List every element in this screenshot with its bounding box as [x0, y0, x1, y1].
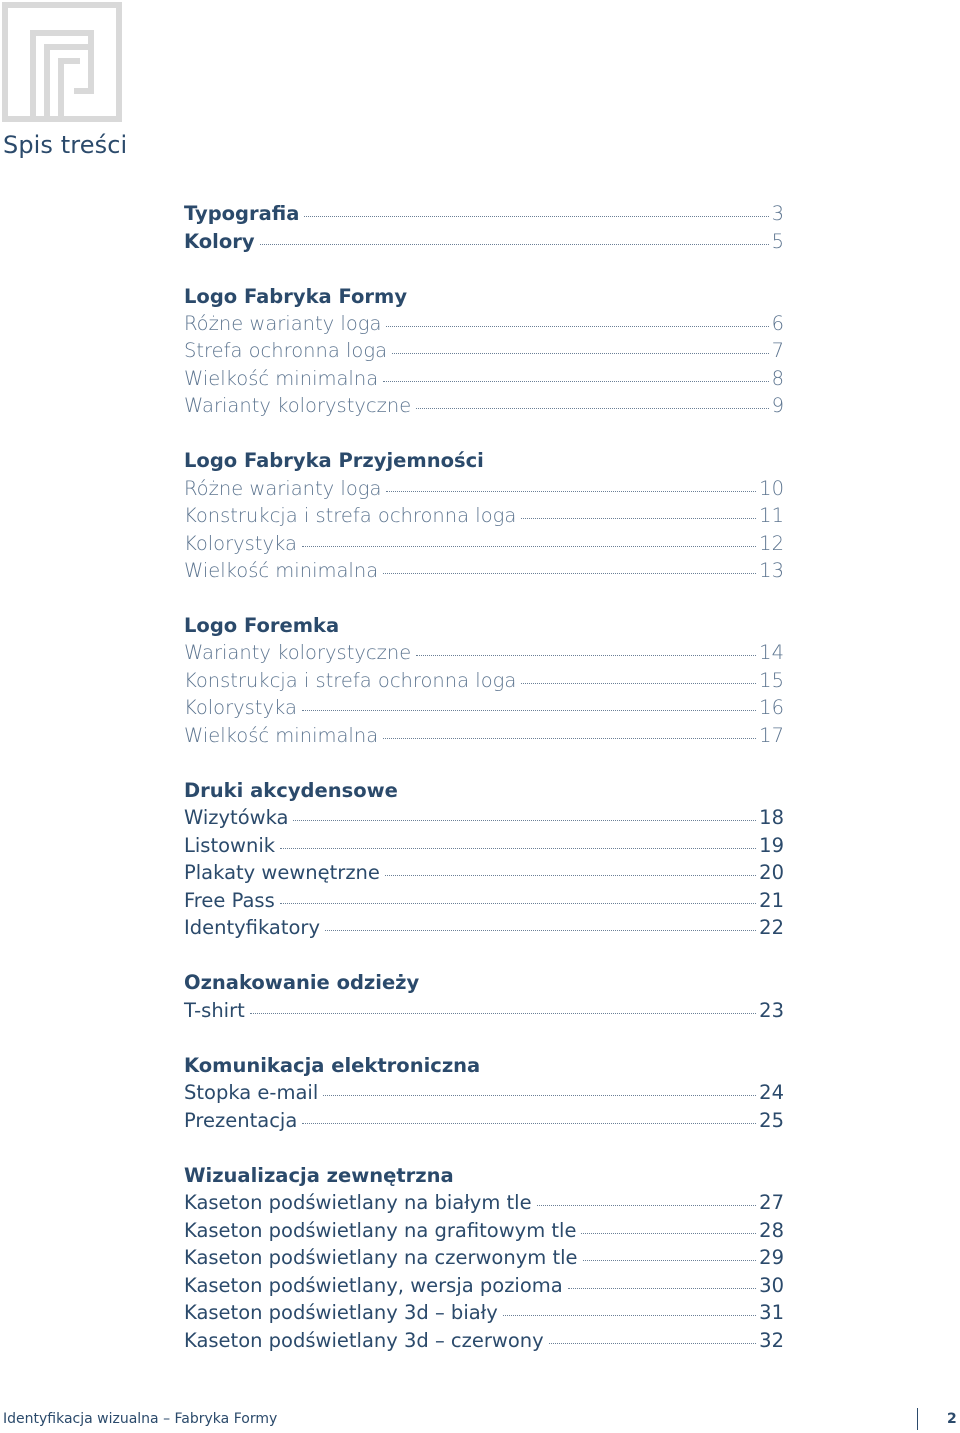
toc-entry-label: Free Pass [184, 889, 275, 912]
toc-entry[interactable] [184, 557, 784, 584]
toc-entry-typografia[interactable] [184, 200, 784, 227]
toc-entry[interactable] [184, 365, 784, 392]
toc-entry-page: 9 [771, 394, 784, 417]
toc-entry-page: 10 [759, 477, 784, 500]
dot-leader [250, 1013, 756, 1014]
dot-leader [302, 1123, 756, 1124]
toc-entry-kolory[interactable] [184, 228, 784, 255]
toc-section-title: Wizualizacja zewnętrzna [184, 1164, 454, 1187]
toc-entry-page: 11 [759, 504, 784, 527]
toc-entry-label: Różne warianty loga [184, 312, 382, 335]
toc-entry-page: 29 [759, 1246, 784, 1269]
toc-entry-page: 13 [759, 559, 784, 582]
dot-leader [260, 244, 769, 245]
toc-entry-label: Plakaty wewnętrzne [184, 861, 380, 884]
toc-entry-label: T-shirt [184, 999, 245, 1022]
dot-leader [383, 738, 756, 739]
dot-leader [386, 491, 756, 492]
toc-entry-page: 23 [759, 999, 784, 1022]
dot-leader [583, 1260, 757, 1261]
toc-entry-label: Konstrukcja i strefa ochronna loga [184, 669, 517, 692]
toc-entry-page: 7 [771, 339, 784, 362]
toc-entry[interactable] [184, 1327, 784, 1354]
toc-entry-label: Warianty kolorystyczne [184, 394, 412, 417]
toc-entry-page: 8 [771, 367, 784, 390]
toc-entry-page: 3 [771, 202, 784, 225]
toc-entry[interactable] [184, 667, 784, 694]
toc-entry[interactable] [184, 1272, 784, 1299]
dot-leader [323, 1095, 756, 1096]
toc-entry[interactable] [184, 475, 784, 502]
dot-leader [568, 1288, 756, 1289]
toc-entry-label: Wielkość minimalna [184, 724, 379, 747]
toc-entry-label: Kaseton podświetlany na czerwonym tle [184, 1246, 578, 1269]
dot-leader [549, 1343, 756, 1344]
dot-leader [280, 848, 756, 849]
footer-page-number: 2 [947, 1411, 957, 1427]
footer-divider [917, 1408, 918, 1430]
dot-leader [302, 546, 756, 547]
toc-entry[interactable] [184, 1299, 784, 1326]
toc-entry-page: 19 [759, 834, 784, 857]
dot-leader [386, 326, 768, 327]
toc-entry-page: 21 [759, 889, 784, 912]
toc-entry[interactable] [184, 530, 784, 557]
toc-entry-page: 22 [759, 916, 784, 939]
dot-leader [280, 903, 756, 904]
toc-entry-label: Konstrukcja i strefa ochronna loga [184, 504, 517, 527]
dot-leader [304, 216, 768, 217]
dot-leader [503, 1315, 756, 1316]
toc-entry-page: 28 [759, 1219, 784, 1242]
toc-entry-label: Różne warianty loga [184, 477, 382, 500]
toc-entry[interactable] [184, 694, 784, 721]
dot-leader [537, 1205, 757, 1206]
dot-leader [293, 820, 756, 821]
toc-section-title: Logo Foremka [184, 614, 340, 637]
dot-leader [383, 573, 756, 574]
page-title: Spis treści [3, 131, 128, 159]
toc-entry-label: Listownik [184, 834, 276, 857]
toc-entry[interactable] [184, 859, 784, 886]
toc-entry-label: Kaseton podświetlany na białym tle [184, 1191, 532, 1214]
toc-entry-label: Stopka e-mail [184, 1081, 319, 1104]
toc-entry-label: Kaseton podświetlany 3d – biały [184, 1301, 498, 1324]
dot-leader [325, 930, 756, 931]
toc-section-title: Druki akcydensowe [184, 779, 398, 802]
toc-entry-page: 20 [759, 861, 784, 884]
toc-entry-label: Kaseton podświetlany 3d – czerwony [184, 1329, 544, 1352]
toc-entry[interactable] [184, 1189, 784, 1216]
toc-entry-page: 6 [771, 312, 784, 335]
toc-entry-page: 30 [759, 1274, 784, 1297]
toc-entry-label: Kolorystyka [184, 696, 297, 719]
toc-entry-page: 18 [759, 806, 784, 829]
dot-leader [416, 655, 756, 656]
footer-document-title: Identyfikacja wizualna – Fabryka Formy [3, 1411, 278, 1427]
toc-section-title: Logo Fabryka Przyjemności [184, 449, 484, 472]
toc-entry-page: 25 [759, 1109, 784, 1132]
toc-entry[interactable] [184, 997, 784, 1024]
toc-entry[interactable] [184, 1217, 784, 1244]
toc-entry-label: Typografia [184, 202, 300, 225]
toc-entry-label: Kolorystyka [184, 532, 297, 555]
toc-entry-label: Kaseton podświetlany na grafitowym tle [184, 1219, 577, 1242]
toc-entry[interactable] [184, 310, 784, 337]
toc-entry[interactable] [184, 804, 784, 831]
dot-leader [302, 710, 756, 711]
toc-entry-page: 32 [759, 1329, 784, 1352]
toc-entry-label: Wizytówka [184, 806, 289, 829]
dot-leader [383, 381, 768, 382]
toc-entry-page: 27 [759, 1191, 784, 1214]
toc-section-title: Logo Fabryka Formy [184, 285, 408, 308]
toc-entry[interactable] [184, 1244, 784, 1271]
toc-entry[interactable] [184, 722, 784, 749]
toc-entry-page: 16 [759, 696, 784, 719]
dot-leader [385, 875, 756, 876]
toc-entry-label: Identyfikatory [184, 916, 320, 939]
dot-leader [581, 1233, 756, 1234]
toc-entry-page: 15 [759, 669, 784, 692]
toc-entry-label: Strefa ochronna loga [184, 339, 388, 362]
toc-entry-page: 5 [771, 230, 784, 253]
toc-entry[interactable] [184, 914, 784, 941]
toc-entry[interactable] [184, 639, 784, 666]
fabryka-formy-logo-icon [2, 2, 122, 122]
toc-entry-page: 12 [759, 532, 784, 555]
toc-entry[interactable] [184, 337, 784, 364]
toc-entry-label: Wielkość minimalna [184, 367, 379, 390]
toc-entry-label: Prezentacja [184, 1109, 298, 1132]
dot-leader [392, 353, 769, 354]
toc-entry[interactable] [184, 887, 784, 914]
toc-entry-page: 14 [759, 641, 784, 664]
toc-entry-label: Wielkość minimalna [184, 559, 379, 582]
toc-entry[interactable] [184, 502, 784, 529]
toc-entry[interactable] [184, 1107, 784, 1134]
toc-entry-page: 24 [759, 1081, 784, 1104]
toc-entry-label: Kaseton podświetlany, wersja pozioma [184, 1274, 563, 1297]
toc-entry[interactable] [184, 1079, 784, 1106]
dot-leader [521, 683, 756, 684]
toc-entry-label: Warianty kolorystyczne [184, 641, 412, 664]
toc-section-title: Komunikacja elektroniczna [184, 1054, 481, 1077]
toc-entry[interactable] [184, 832, 784, 859]
toc-entry[interactable] [184, 392, 784, 419]
dot-leader [521, 518, 756, 519]
toc-entry-page: 31 [759, 1301, 784, 1324]
toc-entry-page: 17 [759, 724, 784, 747]
toc-section-title: Oznakowanie odzieży [184, 971, 420, 994]
dot-leader [416, 408, 768, 409]
toc-entry-label: Kolory [184, 230, 255, 253]
